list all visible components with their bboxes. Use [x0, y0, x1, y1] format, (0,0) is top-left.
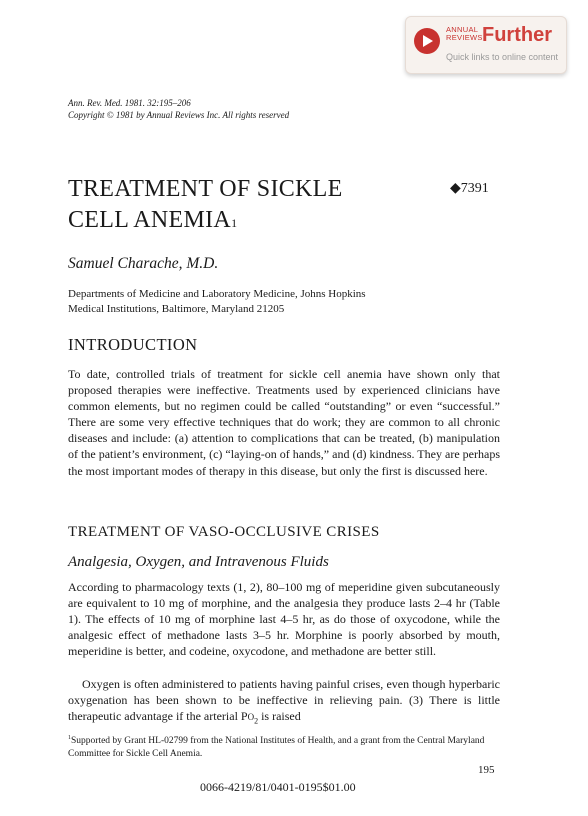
article-number: ◆7391: [450, 181, 489, 196]
title-footnote-mark: 1: [231, 216, 238, 230]
badge-line1: ANNUAL: [446, 25, 479, 34]
vaso-occlusive-heading: TREATMENT OF VASO-OCCLUSIVE CRISES: [68, 524, 380, 540]
oxygen-paragraph-end: is raised: [258, 709, 301, 724]
affiliation-line2: Medical Institutions, Baltimore, Maryland 21205: [68, 303, 285, 315]
journal-header: [68, 97, 289, 121]
annual-reviews-further-badge[interactable]: [405, 16, 567, 74]
oxygen-paragraph-text: Oxygen is often administered to patients having painful crises, even though hyperbaric oxygenation has been shown to be ineffective in relieving pain. (3) There is little therapeutic advantage if the arterial P: [68, 677, 500, 724]
footnote: [68, 732, 500, 760]
author-name: Samuel Charache, M.D.: [68, 255, 219, 272]
journal-copyright: Copyright © 1981 by Annual Reviews Inc. All rights reserved: [68, 110, 290, 120]
title-line2: [68, 205, 343, 236]
po2-o: O: [247, 712, 255, 723]
author-affiliation: [68, 287, 366, 317]
quick-links-label: Quick links to online content: [446, 52, 559, 62]
further-label: Further: [482, 24, 552, 46]
introduction-heading: INTRODUCTION: [68, 335, 198, 354]
introduction-paragraph: To date, controlled trials of treatment for sickle cell anemia have shown only that proposed therapies were ineffective. Treatments used by experienced clinicians have common elements, but no regimen could be called “outstanding” or even “successful.” There are some very effective techniques that do work; they are common to all chronic diseases and include: (a) attention to complications that can be treated, (b) manipulation of the patient’s environment, (c) “laying-on of hands,” and (d) kindness. They are perhaps the most important modes of therapy in this disease, but only the first is discussed here.: [68, 367, 500, 478]
page-number: 195: [478, 764, 495, 776]
article-code: 0066-4219/81/0401-0195$01.00: [200, 780, 356, 794]
analgesia-subheading: Analgesia, Oxygen, and Intravenous Fluids: [68, 554, 329, 570]
play-icon: [414, 28, 440, 54]
footnote-mark: 1: [68, 735, 71, 741]
article-title: [68, 174, 343, 236]
footnote-text: Supported by Grant HL-02799 from the National Institutes of Health, and a grant from the Central Maryland Committee for Sickle Cell Anemia.: [68, 736, 485, 759]
po2-subscript: 2: [254, 716, 259, 726]
title-line1: TREATMENT OF SICKLE: [68, 176, 343, 202]
affiliation-line1: Departments of Medicine and Laboratory Medicine, Johns Hopkins: [68, 288, 366, 300]
title-line2-text: CELL ANEMIA: [68, 207, 232, 233]
annual-reviews-logo-text: [446, 26, 483, 42]
pharmacology-paragraph: According to pharmacology texts (1, 2), 80–100 mg of meperidine given subcutaneously are equivalent to 10 mg of morphine, and the analgesia they produce lasts 2–4 hr (Table 1). The effects of 10 mg of morphine last 4–5 hr, as do those of oxycodone, while the analgesic effect of methadone lasts 3–5 hr. Morphine is poorly absorbed by mouth, meperidine is better, and codeine, oxycodone, and methadone are better still.: [68, 580, 500, 659]
badge-line2: REVIEWS: [446, 33, 483, 42]
oxygen-paragraph: [68, 676, 500, 730]
journal-citation: Ann. Rev. Med. 1981. 32:195–206: [68, 98, 191, 108]
